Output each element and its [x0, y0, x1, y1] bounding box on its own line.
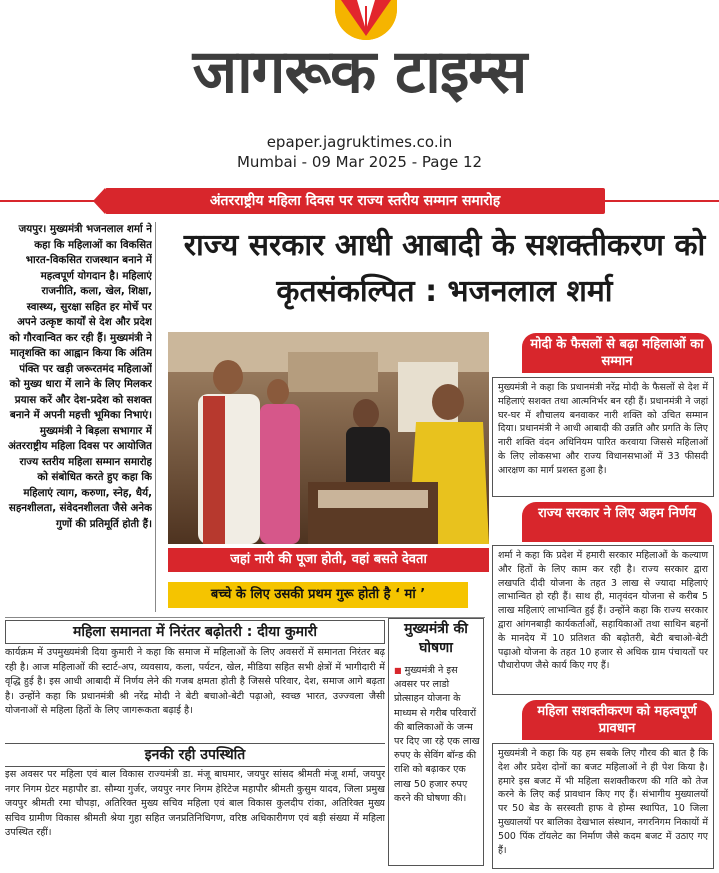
column-divider	[155, 222, 156, 612]
subhead-presence: इनकी रही उपस्थिति	[5, 743, 385, 767]
section-banner: अंतरराष्ट्रीय महिला दिवस पर राज्य स्तरीय सम्मान समारोह	[105, 188, 605, 214]
announcement-body: ■ मुख्यमंत्री ने इस अवसर पर लाडो प्रोत्साहन योजना के माध्यम से गरीब परिवारों की बालिकाओं के जन्म पर दिए जा रहे एक लाख रुपए के सेविंग बॉन्ड की राशि को बढ़ाकर एक लाख 50 हजार रुपए करने की घोषणा की।	[394, 664, 480, 864]
paragraph-equality: कार्यक्रम में उपमुख्यमंत्री दिया कुमारी ने कहा कि समाज में महिलाओं के लिए अवसरों में समानता निरंतर बढ़ रही है। आज महिलाओं की स्टार्ट-अप, व्यवसाय, कला, पर्यटन, खेल, मीडिया सहित सभी क्षेत्रों में भागीदारी में वृद्धि हुई है। इस आधी आबादी में निर्णय लेने की गजब क्षमता होती है जिससे परिवार, देश, समाज आगे बढ़ता है। उन्होंने कहा कि प्रधानमंत्री श्री नरेंद्र मोदी ने बेटी बचाओ-बेटी पढ़ाओ, स्वच्छ भारत, उज्ज्वला जैसी योजनाओं से महिला हितों के लिए जागरूकता बढ़ाई है।	[5, 647, 385, 716]
event-photo	[168, 332, 489, 544]
subhead-equality: महिला समानता में निरंतर बढ़ोतरी : दीया कुमारी	[5, 620, 385, 644]
box-title-empowerment-provisions: महिला सशक्तीकरण को महत्वपूर्ण प्रावधान	[522, 700, 712, 740]
photo-caption-red: जहां नारी की पूजा होती, वहां बसते देवता	[168, 548, 489, 572]
box-body-modi-decisions: मुख्यमंत्री ने कहा कि प्रधानमंत्री नरेंद्र मोदी के फैसलों से देश में महिलाएं सशक्त तथा आत्मनिर्भर बन रही हैं। प्रधानमंत्री ने जहां घर-घर में शौचालय बनवाकर नारी शक्ति को उचित सम्मान दिया। प्रधानमंत्री ने आधी आबादी की उन्नति और प्रगति के लिए नारी शक्ति वंदन अधिनियम पारित करवाया जिससे महिलाओं के लिए लोकसभा और राज्य विधानसभाओं में 33 फीसदी आरक्षण का मार्ग प्रशस्त हुआ है।	[492, 377, 714, 497]
box-body-state-decisions: शर्मा ने कहा कि प्रदेश में हमारी सरकार महिलाओं के कल्याण और हितों के लिए काम कर रही है। राज्य सरकार द्वारा लखपति दीदी योजना के तहत 3 लाख से ज्यादा महिलाएं लाभान्वित हो रही हैं। साथ ही, मातृवंदन योजना से करीब 5 लाख महिलाएं लाभान्वित हुई हैं। उन्होंने कहा कि राज्य सरकार द्वारा आंगनबाड़ी कार्यकर्ताओं, सहायिकाओं तथा साथिन बहनों के मानदेय में 10 प्रतिशत की बढ़ोतरी, बेटी बचाओ-बेटी पढ़ाओ योजना के तहत 10 हजार से अधिक ग्राम पंचायतों पर पौधारोपण जैसे कार्य किए गए हैं।	[492, 545, 714, 695]
article-headline: राज्य सरकार आधी आबादी के सशक्तीकरण को कृतसंकल्पित : भजनलाल शर्मा	[183, 228, 706, 309]
announcement-title: मुख्यमंत्री की घोषणा	[404, 621, 468, 656]
epaper-url: epaper.jagruktimes.co.in	[266, 133, 453, 151]
lead-paragraph: जयपुर। मुख्यमंत्री भजनलाल शर्मा ने कहा कि महिलाओं का विकसित भारत-विकसित राजस्थान बनाने में महत्वपूर्ण योगदान है। महिलाएं राजनीति, कला, खेल, शिक्षा, स्वास्थ्य, सुरक्षा सहित हर मोर्चे पर अपने उत्कृष्ट कार्यों से देश और प्रदेश को गौरवान्वित कर रही हैं। मुख्यमंत्री ने मातृशक्ति का आह्वान किया कि अंतिम पंक्ति पर खड़ी जरूरतमंद महिलाओं को मुख्य धारा में लाने के लिए मिलकर प्रयास करें और देश-प्रदेश को सशक्त बनाने में अपनी महत्ती भूमिका निभाएं। मुख्यमंत्री ने बिड़ला सभागार में अंतरराष्ट्रीय महिला दिवस पर आयोजित राज्य स्तरीय महिला सम्मान समारोह को संबोधित करते हुए कहा कि महिलाएं त्याग, करुणा, स्नेह, धैर्य, सहनशीलता, संवेदनशीलता जैसे अनेक गुणों की प्रतिमूर्ति होती हैं।	[8, 223, 152, 530]
edition-dateline: Mumbai - 09 Mar 2025 - Page 12	[236, 153, 483, 171]
box-title-state-decisions: राज्य सरकार ने लिए अहम निर्णय	[522, 502, 712, 542]
masthead-logo: जागरूक टाइम्स	[192, 37, 527, 107]
box-body-empowerment-provisions: मुख्यमंत्री ने कहा कि यह हम सबके लिए गौरव की बात है कि देश और प्रदेश दोनों का बजट महिलाओं ने ही पेश किया है। हमारे इस बजट में भी महिला सशक्तीकरण की गति को तेज करने के लिए कई प्रावधान किए गए हैं। संभागीय मुख्यालयों पर 50 बेड के सरस्वती हाफ वे होम्स स्थापित, 10 जिला मुख्यालयों पर बालिका देखभाल संस्थान, नगरनिगम निकायों में 500 पिंक टॉयलेट का निर्माण जैसे कदम बजट में उठाए गए हैं।	[492, 743, 714, 869]
paragraph-presence: इस अवसर पर महिला एवं बाल विकास राज्यमंत्री डा. मंजू बाघमार, जयपुर सांसद श्रीमती मंजू शर्मा, जयपुर नगर निगम ग्रेटर महापौर डा. सौम्या गुर्जर, जयपुर नगर निगम हेरिटेज महापौर श्रीमती कुसुम यादव, जिला प्रमुख जयपुर श्रीमती रमा चौपड़ा, अतिरिक्त मुख्य सचिव महिला एवं बाल विकास कुलदीप रांका, अतिरिक्त मुख्य सचिव ग्रामीण विकास श्रीमती श्रेया गुहा सहित जनप्रतिनिधिगण, वरिष्ठ अधिकारीगण एवं बड़ी संख्या में महिला उपस्थित रहीं।	[5, 769, 385, 838]
box-title-modi-decisions: मोदी के फैसलों से बढ़ा महिलाओं का सम्मान	[522, 333, 712, 373]
photo-caption-yellow: बच्चे के लिए उसकी प्रथम गुरू होती है ‘ मां ’	[168, 582, 468, 608]
